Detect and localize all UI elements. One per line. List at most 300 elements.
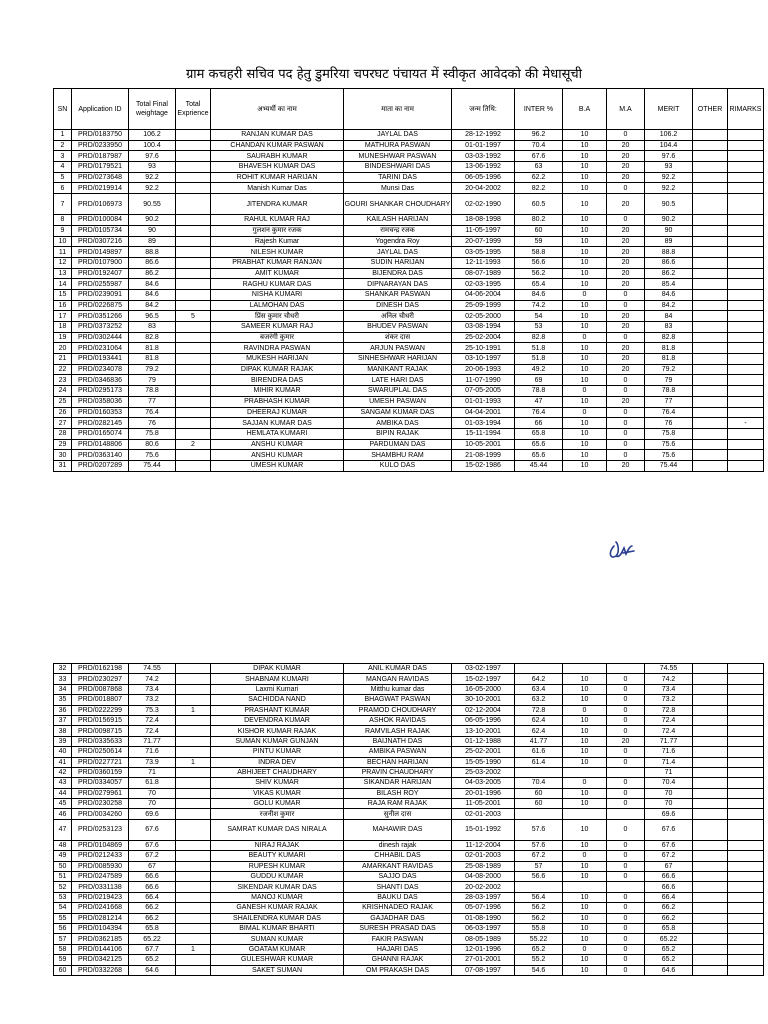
table-cell: 03-02-1997: [452, 664, 515, 674]
table-cell: SAMEER KUMAR RAJ: [211, 322, 344, 333]
table-cell: अनिल चौधरी: [344, 311, 452, 322]
table-cell: BHAGWAT PASWAN: [344, 695, 452, 705]
table-cell: 2: [176, 439, 211, 450]
table-cell: PRD/0219914: [72, 183, 129, 194]
table-cell: 66.6: [645, 882, 693, 892]
table-cell: 65.6: [515, 450, 563, 461]
table-cell: 85.4: [645, 279, 693, 290]
table-cell: PRD/0358036: [72, 396, 129, 407]
table-row: [54, 418, 764, 429]
table-cell: ANSHU KUMAR: [211, 450, 344, 461]
table-cell: 54.6: [515, 965, 563, 975]
table-cell: 20: [607, 162, 645, 173]
table-cell: [728, 872, 764, 882]
table-cell: [693, 279, 728, 290]
table-cell: 20-06-1993: [452, 364, 515, 375]
column-header: MERIT: [645, 89, 693, 130]
table-cell: [693, 955, 728, 965]
table-cell: 74.2: [645, 674, 693, 684]
table-cell: 100.4: [129, 140, 176, 151]
table-cell: UMESH PASWAN: [344, 396, 452, 407]
table-cell: 10: [563, 172, 607, 183]
table-cell: 90.5: [645, 194, 693, 215]
table-cell: RAVINDRA PASWAN: [211, 343, 344, 354]
table-cell: 0: [607, 726, 645, 736]
table-cell: [728, 778, 764, 788]
table-cell: [693, 923, 728, 933]
table-cell: [693, 778, 728, 788]
table-cell: [728, 460, 764, 471]
table-cell: 8: [54, 215, 72, 226]
table-cell: [693, 311, 728, 322]
table-cell: 11-05-2001: [452, 799, 515, 809]
table-cell: ANSHU KUMAR: [211, 439, 344, 450]
table-cell: 84.6: [129, 279, 176, 290]
table-cell: 84.2: [645, 300, 693, 311]
table-cell: 30-10-2001: [452, 695, 515, 705]
table-cell: 40: [54, 747, 72, 757]
table-cell: [176, 923, 211, 933]
table-cell: SAJJAN KUMAR DAS: [211, 418, 344, 429]
table-cell: 0: [563, 332, 607, 343]
table-cell: 78.8: [645, 386, 693, 397]
table-cell: 73.4: [645, 684, 693, 694]
table-cell: 57: [54, 934, 72, 944]
table-cell: PRD/0351266: [72, 311, 129, 322]
table-cell: 90.2: [645, 215, 693, 226]
table-cell: 01-08-1990: [452, 913, 515, 923]
table-cell: 70: [129, 799, 176, 809]
table-row: [54, 289, 764, 300]
table-cell: 47: [54, 819, 72, 840]
table-cell: 15-11-1994: [452, 428, 515, 439]
table-cell: 10: [563, 799, 607, 809]
table-cell: [176, 354, 211, 365]
table-cell: 61.8: [129, 778, 176, 788]
table-cell: 62.4: [515, 726, 563, 736]
table-cell: 49.2: [515, 364, 563, 375]
table-cell: 79.2: [129, 364, 176, 375]
table-cell: 0: [607, 840, 645, 850]
table-cell: [693, 130, 728, 141]
table-cell: PRD/0363140: [72, 450, 129, 461]
table-cell: GOATAM KUMAR: [211, 944, 344, 954]
column-header: Total Exprience: [176, 89, 211, 130]
table-cell: FAKIR PASWAN: [344, 934, 452, 944]
table-cell: 86.6: [645, 257, 693, 268]
table-cell: 97.6: [129, 151, 176, 162]
table-cell: PINTU KUMAR: [211, 747, 344, 757]
column-header: Application ID: [72, 89, 129, 130]
table-cell: 60: [515, 225, 563, 236]
table-cell: [607, 767, 645, 777]
table-cell: Manish Kumar Das: [211, 183, 344, 194]
table-cell: PRD/0098715: [72, 726, 129, 736]
table-cell: BAIJNATH DAS: [344, 736, 452, 746]
table-cell: 10: [563, 183, 607, 194]
table-cell: [728, 343, 764, 354]
table-cell: PRD/0144106: [72, 944, 129, 954]
table-cell: 10: [563, 130, 607, 141]
table-cell: 16-05-2000: [452, 684, 515, 694]
table-cell: MATHURA PASWAN: [344, 140, 452, 151]
table-cell: 33: [54, 674, 72, 684]
table-cell: BHAVESH KUMAR DAS: [211, 162, 344, 173]
table-cell: शंकर दास: [344, 332, 452, 343]
table-cell: [515, 767, 563, 777]
table-cell: 10: [563, 257, 607, 268]
table-cell: SUDIN HARIJAN: [344, 257, 452, 268]
table-cell: ANIL KUMAR DAS: [344, 664, 452, 674]
column-header: SN: [54, 89, 72, 130]
table-cell: 41.77: [515, 736, 563, 746]
table-cell: [693, 934, 728, 944]
table-cell: 72.8: [645, 705, 693, 715]
table-cell: BINDESHWARI DAS: [344, 162, 452, 173]
table-cell: PRD/0227721: [72, 757, 129, 767]
table-cell: 75.8: [129, 428, 176, 439]
table-cell: 78.8: [129, 386, 176, 397]
table-cell: 53: [54, 892, 72, 902]
table-cell: PRD/0273648: [72, 172, 129, 183]
table-cell: गुलशन कुमार रजक: [211, 225, 344, 236]
table-row: [54, 407, 764, 418]
table-cell: 10: [54, 236, 72, 247]
table-cell: 12-01-1996: [452, 944, 515, 954]
table-row: [54, 450, 764, 461]
table-cell: PRD/0018807: [72, 695, 129, 705]
table-cell: KAILASH HARIJAN: [344, 215, 452, 226]
column-header: OTHER: [693, 89, 728, 130]
table-cell: SANGAM KUMAR DAS: [344, 407, 452, 418]
table-cell: 66.6: [129, 882, 176, 892]
table-cell: SHABNAM KUMARI: [211, 674, 344, 684]
table-cell: 64.2: [515, 674, 563, 684]
table-cell: 15-05-1990: [452, 757, 515, 767]
table-cell: 66.2: [645, 913, 693, 923]
table-cell: 75.44: [129, 460, 176, 471]
table-cell: 0: [607, 407, 645, 418]
table-cell: 64.6: [645, 965, 693, 975]
table-cell: 0: [563, 944, 607, 954]
table-cell: 0: [607, 903, 645, 913]
table-cell: 106.2: [129, 130, 176, 141]
table-cell: [563, 882, 607, 892]
table-row: [54, 268, 764, 279]
signature-mark: [606, 534, 638, 564]
table-cell: [176, 386, 211, 397]
table-cell: प्रिंस कुमार चौधरी: [211, 311, 344, 322]
table-cell: 57.6: [515, 840, 563, 850]
table-cell: [728, 840, 764, 850]
table-row: [54, 162, 764, 173]
table-row: [54, 715, 764, 725]
table-cell: [176, 215, 211, 226]
table-row: [54, 923, 764, 933]
table-cell: BEAUTY KUMARI: [211, 851, 344, 861]
table-cell: 86.6: [129, 257, 176, 268]
table-cell: SHAILENDRA KUMAR DAS: [211, 913, 344, 923]
table-cell: 15: [54, 289, 72, 300]
table-cell: 06-03-1997: [452, 923, 515, 933]
table-cell: 65.4: [515, 279, 563, 290]
table-cell: LALMOHAN DAS: [211, 300, 344, 311]
table-cell: 04-03-2005: [452, 778, 515, 788]
table-cell: [728, 247, 764, 258]
table-cell: 0: [607, 428, 645, 439]
table-cell: PRD/0226875: [72, 300, 129, 311]
table-cell: 5: [54, 172, 72, 183]
table-cell: 69.6: [129, 809, 176, 819]
table-cell: 28-03-1997: [452, 892, 515, 902]
table-cell: MIHIR KUMAR: [211, 386, 344, 397]
table-cell: 89: [129, 236, 176, 247]
table-row: [54, 332, 764, 343]
table-cell: [515, 809, 563, 819]
table-row: [54, 375, 764, 386]
table-cell: 75.44: [645, 460, 693, 471]
table-cell: [693, 428, 728, 439]
table-cell: [176, 183, 211, 194]
table-cell: CHHABIL DAS: [344, 851, 452, 861]
table-cell: 90: [645, 225, 693, 236]
table-cell: [728, 965, 764, 975]
table-cell: [693, 450, 728, 461]
table-cell: 6: [54, 183, 72, 194]
table-cell: 70.4: [515, 140, 563, 151]
table-cell: 65.8: [645, 923, 693, 933]
table-cell: 26: [54, 407, 72, 418]
table-cell: GOLU KUMAR: [211, 799, 344, 809]
table-cell: 20-01-1996: [452, 788, 515, 798]
table-cell: 67.6: [515, 151, 563, 162]
table-cell: 0: [607, 934, 645, 944]
table-cell: PRD/0239091: [72, 289, 129, 300]
table-cell: 45.44: [515, 460, 563, 471]
table-row: [54, 747, 764, 757]
table-cell: 18: [54, 322, 72, 333]
table-cell: 69.6: [645, 809, 693, 819]
table-cell: 90.2: [129, 215, 176, 226]
table-cell: [728, 236, 764, 247]
table-cell: GULESHWAR KUMAR: [211, 955, 344, 965]
table-cell: 06-05-1996: [452, 715, 515, 725]
table-cell: [176, 151, 211, 162]
table-cell: PRD/0241668: [72, 903, 129, 913]
table-cell: PRD/0346836: [72, 375, 129, 386]
table-cell: 67.6: [129, 819, 176, 840]
table-cell: VIKAS KUMAR: [211, 788, 344, 798]
table-cell: PRD/0335633: [72, 736, 129, 746]
table-cell: 96.5: [129, 311, 176, 322]
table-cell: [693, 695, 728, 705]
table-cell: BHUDEV PASWAN: [344, 322, 452, 333]
table-cell: [693, 715, 728, 725]
table-cell: 10: [563, 322, 607, 333]
table-cell: PARDUMAN DAS: [344, 439, 452, 450]
table-cell: 20: [607, 396, 645, 407]
table-cell: CHANDAN KUMAR PASWAN: [211, 140, 344, 151]
table-cell: 10: [563, 140, 607, 151]
table-cell: PRD/0085930: [72, 861, 129, 871]
table-cell: 56.2: [515, 903, 563, 913]
table-cell: PRD/0087868: [72, 684, 129, 694]
table-cell: [728, 809, 764, 819]
table-cell: 15-01-1992: [452, 819, 515, 840]
table-cell: 80.6: [129, 439, 176, 450]
table-cell: [728, 851, 764, 861]
table-cell: [693, 788, 728, 798]
table-cell: [176, 903, 211, 913]
table-cell: 76.4: [515, 407, 563, 418]
table-cell: 0: [607, 386, 645, 397]
table-cell: [693, 322, 728, 333]
table-cell: [728, 695, 764, 705]
table-cell: 79.2: [645, 364, 693, 375]
table-cell: AMARKANT RAVIDAS: [344, 861, 452, 871]
table-cell: [693, 236, 728, 247]
table-cell: [693, 882, 728, 892]
table-row: [54, 236, 764, 247]
table-cell: [693, 965, 728, 975]
table-cell: [176, 322, 211, 333]
table-cell: 60.5: [515, 194, 563, 215]
table-cell: 10: [563, 684, 607, 694]
table-cell: 10: [563, 418, 607, 429]
table-cell: 69: [515, 375, 563, 386]
table-row: [54, 799, 764, 809]
table-cell: 70: [645, 788, 693, 798]
table-cell: 10: [563, 736, 607, 746]
table-cell: AMBIKA DAS: [344, 418, 452, 429]
page-title: ग्राम कचहरी सचिव पद हेतु डुमरिया चपरघट पंचायत में स्वीकृत आवेदको की मेधासूची: [185, 67, 583, 82]
table-cell: [515, 664, 563, 674]
table-cell: 41: [54, 757, 72, 767]
table-cell: DIPNARAYAN DAS: [344, 279, 452, 290]
table-cell: 73.4: [129, 684, 176, 694]
table-cell: [728, 194, 764, 215]
table-cell: 67.6: [645, 819, 693, 840]
table-cell: SACHIDDA NAND: [211, 695, 344, 705]
table-cell: 34: [54, 684, 72, 694]
table-cell: [728, 767, 764, 777]
table-row: [54, 460, 764, 471]
table-cell: [728, 913, 764, 923]
table-cell: 10: [563, 215, 607, 226]
table-cell: PRD/0148806: [72, 439, 129, 450]
table-cell: 78.8: [515, 386, 563, 397]
table-cell: RANJAN KUMAR DAS: [211, 130, 344, 141]
table-cell: 0: [607, 965, 645, 975]
table-cell: BIJENDRA DAS: [344, 268, 452, 279]
table-cell: [515, 882, 563, 892]
table-cell: [176, 225, 211, 236]
table-cell: NIRAJ RAJAK: [211, 840, 344, 850]
table-cell: PRD/0234078: [72, 364, 129, 375]
table-cell: 10: [563, 726, 607, 736]
table-cell: 13-10-2001: [452, 726, 515, 736]
table-cell: 07-08-1997: [452, 965, 515, 975]
table-cell: 67.2: [515, 851, 563, 861]
table-cell: [728, 788, 764, 798]
table-cell: [176, 172, 211, 183]
table-cell: 04-04-2001: [452, 407, 515, 418]
table-cell: [176, 684, 211, 694]
table-cell: PRD/0165074: [72, 428, 129, 439]
table-cell: [693, 809, 728, 819]
table-cell: 37: [54, 715, 72, 725]
table-cell: 01-01-1997: [452, 140, 515, 151]
table-cell: 70: [645, 799, 693, 809]
table-cell: 66.4: [645, 892, 693, 902]
table-cell: 0: [607, 130, 645, 141]
table-cell: 12: [54, 257, 72, 268]
table-cell: SHANTI DAS: [344, 882, 452, 892]
table-cell: 1: [176, 944, 211, 954]
column-header: जन्म तिथि:: [452, 89, 515, 130]
table-row: [54, 809, 764, 819]
table-cell: 0: [563, 705, 607, 715]
table-cell: 56.4: [515, 892, 563, 902]
table-cell: 56.2: [515, 913, 563, 923]
table-cell: [176, 130, 211, 141]
table-cell: 48: [54, 840, 72, 850]
table-cell: [693, 726, 728, 736]
table-cell: 29: [54, 439, 72, 450]
table-cell: 20: [607, 343, 645, 354]
table-cell: 66: [515, 418, 563, 429]
table-cell: 01-03-1994: [452, 418, 515, 429]
merit-table-page-1: [53, 88, 764, 472]
table-cell: 0: [563, 778, 607, 788]
table-cell: BIRENDRA DAS: [211, 375, 344, 386]
table-cell: 0: [607, 684, 645, 694]
table-cell: dinesh rajak: [344, 840, 452, 850]
table-cell: 65.2: [515, 944, 563, 954]
table-cell: [176, 375, 211, 386]
table-cell: 10: [563, 903, 607, 913]
table-cell: [728, 354, 764, 365]
table-cell: [176, 955, 211, 965]
table-cell: MUNESHWAR PASWAN: [344, 151, 452, 162]
table-cell: 74.55: [129, 664, 176, 674]
table-cell: 42: [54, 767, 72, 777]
table-cell: 11: [54, 247, 72, 258]
table-cell: 73.2: [645, 695, 693, 705]
table-cell: 0: [607, 439, 645, 450]
table-cell: 39: [54, 736, 72, 746]
table-cell: [728, 892, 764, 902]
table-cell: 0: [563, 289, 607, 300]
table-cell: [728, 903, 764, 913]
table-cell: PRD/0342125: [72, 955, 129, 965]
table-cell: 86.2: [645, 268, 693, 279]
table-cell: 10: [563, 300, 607, 311]
table-row: [54, 913, 764, 923]
table-cell: [693, 851, 728, 861]
table-cell: GANESH KUMAR RAJAK: [211, 903, 344, 913]
table-cell: 0: [607, 913, 645, 923]
table-cell: 0: [607, 955, 645, 965]
table-cell: ARJUN PASWAN: [344, 343, 452, 354]
table-cell: 0: [607, 757, 645, 767]
table-cell: 10: [563, 428, 607, 439]
table-cell: MANGAN RAVIDAS: [344, 674, 452, 684]
table-cell: [728, 684, 764, 694]
table-row: [54, 674, 764, 684]
table-cell: 0: [607, 872, 645, 882]
table-cell: 10: [563, 279, 607, 290]
